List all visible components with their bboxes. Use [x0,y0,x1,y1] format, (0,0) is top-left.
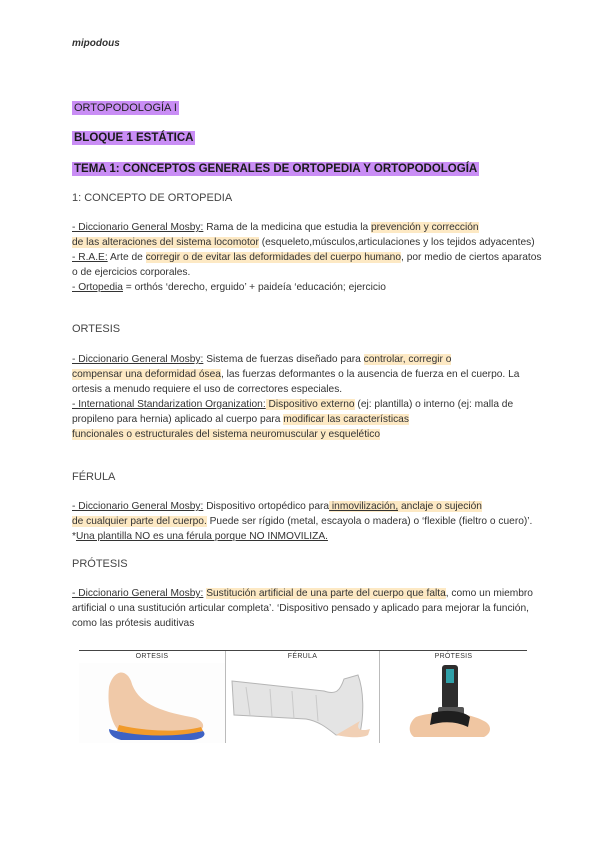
caption-ortesis: ORTESIS [135,653,169,660]
caption-ferula: FÉRULA [287,653,318,660]
prosthetic-foot-illustration [380,651,527,743]
heading-subject: ORTOPODOLOGÍA I [74,102,177,114]
caption-protesis: PRÓTESIS [434,653,473,660]
section-title-ortopedia: 1: CONCEPTO DE ORTOPEDIA [72,192,233,204]
highlight: de cualquier parte del cuerpo. [72,516,207,527]
note-underlined: Una plantilla NO es una férula porque NO INMOVILIZA. [75,531,328,542]
insole-foot-illustration [79,651,225,743]
highlight: anclaje o sujeción [398,501,482,512]
highlight: controlar, corregir o [363,354,452,365]
highlight: modificar las características [283,414,409,425]
section-title-ferula: FÉRULA [72,471,116,483]
paragraph-ortesis: - Diccionario General Mosby: Sistema de fuerzas diseñado para controlar, corregir o compensar una deformidad ósea, las fuerzas deformantes o la ausencia de fuerza en el cuerpo. La ortesis a menudo requiere el uso de correctores especiales. - International Standarization Organization: Dispositivo externo (ej: plantilla) o interno (ej: malla de propileno para hernia) aplicado al cuerpo para modificar las características funcionales o estructurales del sistema neuromuscular y esquelético [72,354,520,440]
figure-orthopedic-devices [79,650,527,743]
source-mosby: - Diccionario General Mosby: [72,354,204,365]
source-ortopedia: - Ortopedia [72,282,123,293]
highlight: prevención y corrección [371,222,479,233]
figure-cell-ortesis [79,651,225,743]
highlight: Dispositivo externo [265,399,355,410]
figure-cell-ferula [226,651,379,743]
highlight: de las alteraciones del sistema locomotor [72,237,259,248]
source-iso: - International Standarization Organization: [72,399,266,410]
heading-topic: TEMA 1: CONCEPTOS GENERALES DE ORTOPEDIA Y ORTOPODOLOGÍA [74,163,478,175]
highlight: Sustitución artificial de una parte del cuerpo que falta [206,588,446,599]
highlight: funcionales o estructurales del sistema neuromuscular y esquelético [72,429,381,440]
paragraph-protesis: - Diccionario General Mosby: Sustitución artificial de una parte del cuerpo que falta, como un miembro artificial o una sustitución articular completa’. ‘Dispositivo pensado y aplicado para mejorar la función, como las prótesis auditivas [72,588,533,629]
source-mosby: - Diccionario General Mosby: [72,588,204,599]
section-title-protesis: PRÓTESIS [72,558,128,570]
splint-cast-illustration [226,651,379,743]
paragraph-ortopedia-definitions: - Diccionario General Mosby: Rama de la medicina que estudia la prevención y corrección de las alteraciones del sistema locomotor (esqueleto,músculos,articulaciones y los tejidos adyacentes) - R.A.E: Arte de corregir o de evitar las deformidades del cuerpo humano, por medio de ciertos aparatos o de ejercicios corporales. - Ortopedia = orthós ‘derecho, erguido’ + paideía ‘educación; ejercicio [72,222,542,293]
source-mosby: - Diccionario General Mosby: [72,222,204,233]
highlight: corregir o de evitar las deformidades del cuerpo humano [145,252,402,263]
figure-cell-protesis [380,651,527,743]
highlight: compensar una deformidad ósea [72,369,221,380]
source-mosby: - Diccionario General Mosby: [72,501,204,512]
watermark: mipodous [72,38,120,49]
section-title-ortesis: ORTESIS [72,323,121,335]
paragraph-ferula: - Diccionario General Mosby: Dispositivo ortopédico para inmovilización, anclaje o sujeción de cualquier parte del cuerpo. Puede ser rígido (metal, escayola o madera) o ‘flexible (fieltro o cuero)’. *Una plantilla NO es una férula porque NO INMOVILIZA. [72,501,533,542]
source-rae: - R.A.E: [72,252,108,263]
highlight: inmovilización, [329,501,399,512]
heading-block: BLOQUE 1 ESTÁTICA [74,132,194,144]
